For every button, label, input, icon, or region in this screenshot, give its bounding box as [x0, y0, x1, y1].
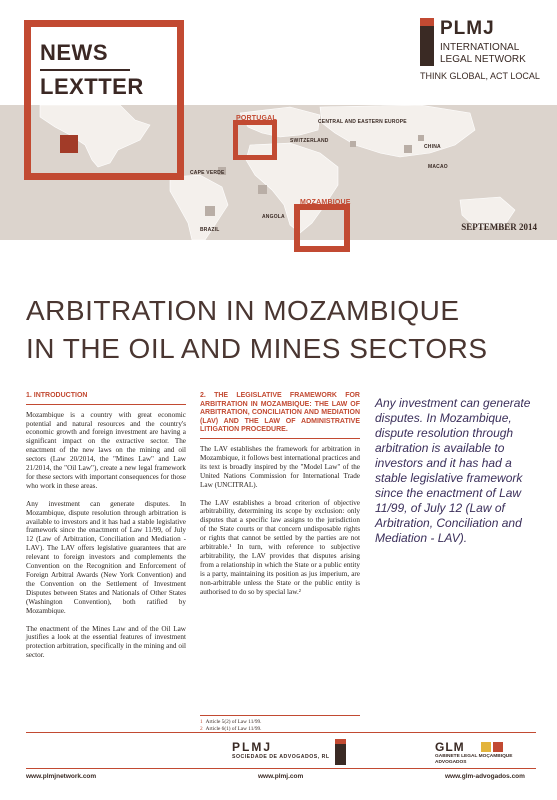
url-plmj[interactable]: www.plmj.com	[258, 773, 304, 780]
newsletter-divider	[40, 69, 130, 71]
map-label-brazil: BRAZIL	[200, 227, 220, 233]
plmj-logo-bar	[420, 22, 434, 66]
footnote-2-number: 2	[200, 726, 203, 732]
footer-plmj-sub: SOCIEDADE DE ADVOGADOS, RL	[232, 754, 330, 760]
pull-quote-column	[375, 396, 537, 546]
map-label-china: CHINA	[424, 144, 441, 150]
brand-line1: INTERNATIONAL	[440, 42, 520, 53]
brazil-marker	[205, 206, 215, 216]
intro-paragraph-1: Mozambique is a country with great economic potential and natural resources and the country's economic growth and foreign investment are having a significant impact on the extractive sector. The enactment of the new laws on the mining and oil sectors (Law 20/2014, the "Mines Law" and Law 21/2014, the "Oil Law"), create a new legal framework for these sectors with important consequences for those who work in these areas.	[26, 410, 186, 490]
portugal-frame	[233, 120, 277, 160]
header	[0, 0, 557, 290]
swiss-marker	[350, 141, 356, 147]
pull-quote: Any investment can generate disputes. In Mozambique, dispute resolution through arbitration is available to investors and it has had a stable legislative framework since the enactment of Law 11/99, of July 12 (Law of Arbitration, Conciliation and Mediation - LAV).	[375, 396, 531, 545]
footer-divider-top	[26, 732, 536, 733]
footer-glm-logo	[435, 740, 545, 766]
framework-paragraph-1: The LAV establishes the framework for arbitration in Mozambique, it follows best international practices and its text is broadly inspired by the "Model Law" of the United Nations Commission for International Trade Law (UNCITRAL).	[200, 444, 360, 489]
article-title	[26, 292, 536, 368]
glm-sub2: ADVOGADOS	[435, 760, 467, 765]
footnote-1	[200, 719, 360, 726]
brand-tagline: THINK GLOBAL, ACT LOCAL	[420, 71, 540, 81]
intro-paragraph-3: The enactment of the Mines Law and of the Oil Law justifies a look at the essential features of investment protection arbitration, specifically in the mining and oil sector.	[26, 624, 186, 660]
newsletter-line2: LEXTTER	[40, 74, 144, 99]
plmj-logo-accent	[420, 18, 434, 26]
asia-shape	[320, 105, 475, 157]
glm-name: GLM	[435, 740, 465, 754]
footnotes	[200, 715, 360, 733]
map-label-macao: MACAO	[428, 164, 448, 170]
url-glm[interactable]: www.glm-advogados.com	[445, 773, 525, 780]
article-title-line1: ARBITRATION IN MOZAMBIQUE	[26, 295, 460, 326]
footnote-2-text: Article 6(1) of Law 11/99.	[205, 726, 262, 732]
newsletter-title	[40, 40, 144, 100]
map-label-switzerland: SWITZERLAND	[290, 138, 329, 144]
footer-plmj-logo	[232, 740, 332, 760]
map-label-angola: ANGOLA	[262, 214, 285, 220]
red-square-decoration	[60, 135, 78, 153]
framework-paragraph-2: The LAV establishes a broad criterion of objective arbitrability, determining its scope by exclusion: only disputes that a specific law assigns to the jurisdiction of the State courts or that concern undisposable rights or rights that cannot be settled by the parties are not arbitrable.¹ In turn, with reference to subjective arbitrability, the LAV provides that disputes arising from a relationship in which the State or a public entity is a party, maintaining its position as jus imperium, are non-arbitrable unless the State or the public entity is authorised to do so by special law.²	[200, 498, 360, 596]
map-label-cape-verde: CAPE VERDE	[190, 170, 225, 176]
map-label-mozambique: MOZAMBIQUE	[300, 199, 351, 206]
brand-name: PLMJ	[440, 18, 495, 39]
mozambique-frame	[294, 204, 350, 252]
glm-sub1: GABINETE LEGAL MOÇAMBIQUE	[435, 754, 513, 759]
section-heading-framework: 2. THE LEGISLATIVE FRAMEWORK FOR ARBITRATION IN MOZAMBIQUE: THE LAW OF ARBITRATION, CONCILIATION AND MEDIATION (LAV) AND THE LAW OF ADMINISTRATIVE LITIGATION PROCEDURE.	[200, 392, 360, 439]
article-title-line2: IN THE OIL AND MINES SECTORS	[26, 333, 488, 364]
brand-line2: LEGAL NETWORK	[440, 54, 526, 65]
footnote-1-text: Article 5(2) of Law 11/99.	[205, 719, 262, 725]
footer-divider-bottom	[26, 768, 536, 769]
url-plmj-network[interactable]: www.plmjnetwork.com	[26, 773, 97, 780]
intro-paragraph-2: Any investment can generate disputes. In Mozambique, dispute resolution through arbitration is available to investors and it has had a stable legislative framework since the enactment of Law 11/99, of July 12 (Law of Arbitration, Conciliation and Mediation - LAV). The LAV offers legislative guarantees that are relevant to foreign investors and complements the Convention on the Recognition and Enforcement of Foreign Arbitral Awards (New York Convention) and the Convention on the Settlement of Investment Disputes between States and Nationals of Other States (Washington Convention), both ratified by Mozambique.	[26, 499, 186, 615]
footer-plmj-name: PLMJ	[232, 740, 273, 754]
map-label-portugal: PORTUGAL	[236, 115, 277, 122]
newsletter-line1: NEWS	[40, 40, 108, 65]
macao-marker	[404, 145, 412, 153]
footnote-1-number: 1	[200, 719, 203, 725]
column-legislative-framework	[200, 392, 360, 605]
footer-plmj-accent	[335, 739, 346, 744]
glm-yellow-square	[481, 742, 491, 752]
section-heading-introduction: 1. INTRODUCTION	[26, 392, 186, 405]
china-marker	[418, 135, 424, 141]
column-introduction	[26, 392, 186, 669]
glm-red-square	[493, 742, 503, 752]
angola-marker	[258, 185, 267, 194]
map-label-cee: CENTRAL AND EASTERN EUROPE	[318, 119, 407, 125]
issue-date: SEPTEMBER 2014	[461, 222, 537, 232]
